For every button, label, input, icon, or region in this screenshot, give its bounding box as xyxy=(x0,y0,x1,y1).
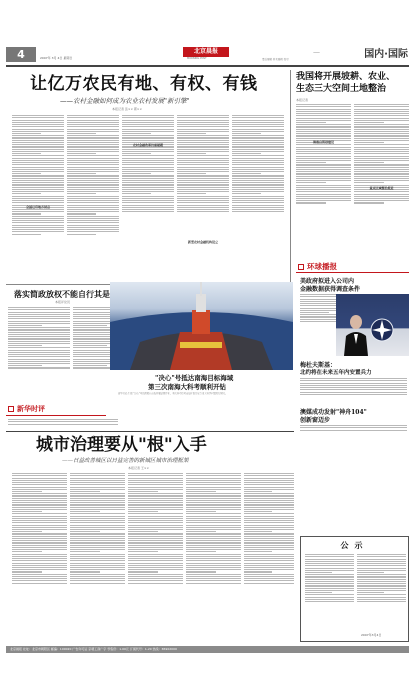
footer-text: 北京晨报 社址：北京市朝阳区 邮编：100020 广告许可证 京朝工商广字 零售价：1.00元 订阅代号：1-20 热线：65902000 xyxy=(10,647,177,651)
lead-subhead-2: 农村金融改革仍需破题 xyxy=(132,143,163,147)
section-title xyxy=(328,47,408,62)
column-rule xyxy=(290,70,291,310)
bottom-byline: 本报记者 王×× xyxy=(128,466,149,470)
bottom-column-5 xyxy=(244,472,294,642)
side-headline-line1: 我国将开展坡耕、农业、 xyxy=(296,72,396,82)
section-title-text: 国内·国际 xyxy=(364,49,408,60)
commentary-rule xyxy=(6,415,106,416)
bottom-story-rule xyxy=(6,431,294,432)
commentary-box xyxy=(6,404,86,415)
photo-caption-line1: "决心"号抵达南海目标海域 xyxy=(155,374,234,382)
photo-caption-body: 新华社记者 摄 "决心"号钻探船在南海开展钻探作业，本次科考将对南海扩张历史等重大科学问题进行研究。 xyxy=(118,392,228,395)
page-footer xyxy=(6,646,409,653)
bottom-headline: 城市治理要从"根"入手 xyxy=(36,435,207,455)
notice-body-2 xyxy=(357,553,406,631)
notice-box xyxy=(300,536,409,642)
world-item2-headline-2: 北约将在未来五年内安置兵力 xyxy=(300,370,372,376)
notice-body-1 xyxy=(305,553,354,631)
lead-subhead-1: 全国已有地方试点 xyxy=(25,205,50,209)
world-item3-body xyxy=(300,424,407,436)
main-photo xyxy=(110,282,293,370)
paper-name-en: MORNING POST xyxy=(187,57,207,60)
world-item2-headline-1: 梅杜夫斯基： xyxy=(300,362,337,369)
lead-column-2 xyxy=(67,114,119,300)
world-item3-headline-1: 澳媒成功发射"神舟104" xyxy=(300,409,367,416)
commentary-icon xyxy=(8,406,14,412)
side-subhead-1: 海南自贸港建设 xyxy=(312,140,334,144)
side-byline: 本报记者 xyxy=(296,98,309,102)
left-article-column-1 xyxy=(8,306,70,402)
side-column-2 xyxy=(354,103,409,258)
lead-column-3 xyxy=(122,114,174,264)
world-item1-headline-2: 金融数据获得调查条件 xyxy=(300,286,361,293)
world-item1-headline-1: 美政府拟进入公司内 xyxy=(300,278,355,285)
commentary-body xyxy=(8,418,118,430)
page-number: 4 xyxy=(17,48,25,61)
bottom-column-3 xyxy=(128,472,183,642)
world-box xyxy=(296,262,409,528)
side-headline-line2: 生态三大空间土地整治 xyxy=(296,84,387,94)
notice-title: 公示 xyxy=(340,541,369,550)
lead-headline: 让亿万农民有地、有权、有钱 xyxy=(30,74,258,94)
bottom-column-4 xyxy=(186,472,241,642)
editor-line: 责任编辑 美术编辑 校对 xyxy=(262,58,289,61)
world-item2-body xyxy=(300,377,407,405)
nato-logo-icon xyxy=(336,294,409,356)
page-header xyxy=(0,45,415,65)
lead-subhead-3: 新型农村金融机构设立 xyxy=(187,240,218,244)
drill-ship-icon xyxy=(110,282,293,370)
date-line: 2007年 3月 4日 星期日 xyxy=(40,56,73,60)
side-subhead-2: 重点区域整治推进 xyxy=(369,186,394,190)
page-number-badge xyxy=(6,47,36,62)
world-box-header xyxy=(296,262,409,273)
bottom-column-1 xyxy=(12,472,67,642)
nato-photo xyxy=(336,294,409,356)
photo-story-body xyxy=(180,314,181,315)
header-rule xyxy=(6,65,409,67)
side-column-1 xyxy=(296,103,351,258)
left-article-byline: 本报评论员 xyxy=(55,300,71,304)
notice-footer: 2007年3月4日 xyxy=(361,633,382,637)
bottom-subhead: ——日益改善城区以日益完善的新城区城市治理框架 xyxy=(62,458,189,464)
left-article-headline: 落实简政放权不能自行其是 xyxy=(14,289,110,299)
world-box-icon xyxy=(298,264,304,270)
lead-byline: 本报记者 张×× 郭×× xyxy=(112,107,142,111)
paper-name: 北京晨报 xyxy=(183,47,229,57)
bottom-column-2 xyxy=(70,472,125,642)
lead-column-5 xyxy=(232,114,284,264)
section-dash: — xyxy=(313,48,320,56)
photo-caption-line2: 第三次南海大科考顺利开钻 xyxy=(148,383,226,391)
world-box-title: 环球播报 xyxy=(307,262,337,271)
commentary-title: 新华时评 xyxy=(17,405,45,413)
world-item3-headline-2: 创新窗迈步 xyxy=(300,417,331,424)
lead-subhead: ——农村金融如何成为农业农村发展"新引擎" xyxy=(60,97,190,105)
